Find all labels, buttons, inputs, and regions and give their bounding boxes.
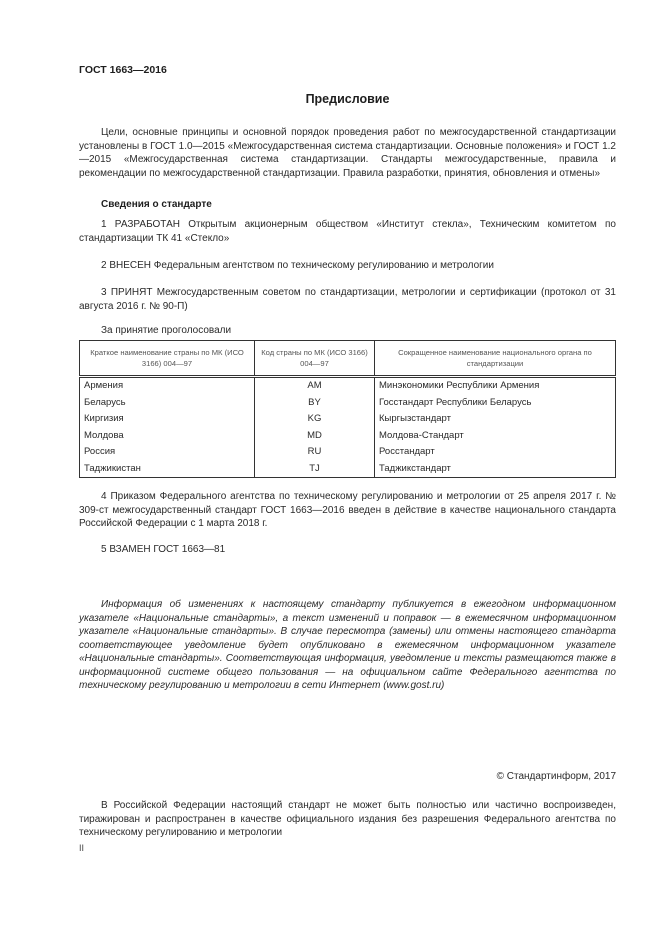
cell-body: Росстандарт [375, 444, 616, 461]
reproduction-notice: В Российской Федерации настоящий стандарт не может быть полностью или частично воспроизведен, тиражирован и распространен в качестве официального издания без разрешения Федерального агентства по техническому регулированию и метрологии [79, 800, 616, 838]
column-header-country: Краткое наименование страны по МК (ИСО 3166) 004—97 [80, 341, 255, 377]
amendments-notice: Информация об изменениях к настоящему стандарту публикуется в ежегодном информационном указателе «Национальные стандарты», а текст изменений и поправок — в ежемесячном информационном указателе «Национальные стандарты». В случае пересмотра (замены) или отмены настоящего стандарта соответствующее уведомление будет опубликовано в ежемесячном информационном указателе «Национальные стандарты». Соответствующая информация, уведомление и тексты размещаются также в информационной системе общего пользования — на официальном сайте Федерального агентства по техническому регулированию и метрологии в сети Интернет (www.gost.ru) [79, 599, 616, 691]
table-header-row [80, 341, 616, 377]
table-row [80, 428, 616, 445]
cell-country: Киргизия [80, 411, 255, 428]
cell-country: Молдова [80, 428, 255, 445]
cell-country: Россия [80, 444, 255, 461]
table-row [80, 461, 616, 478]
table-row [80, 411, 616, 428]
cell-code: TJ [255, 461, 375, 478]
column-header-code: Код страны по МК (ИСО 3166) 004—97 [255, 341, 375, 377]
about-item-developed: 1 РАЗРАБОТАН Открытым акционерным обществом «Институт стекла», Техническим комитетом по стандартизации ТК 41 «Стекло» [79, 219, 616, 244]
about-standard-heading: Сведения о стандарте [101, 199, 212, 210]
cell-code: RU [255, 444, 375, 461]
cell-body: Кыргызстандарт [375, 411, 616, 428]
cell-body: Таджикстандарт [375, 461, 616, 478]
cell-code: MD [255, 428, 375, 445]
preface-intro-paragraph: Цели, основные принципы и основной порядок проведения работ по межгосударственной стандартизации установлены в ГОСТ 1.0—2015 «Межгосударственная система стандартизации. Основные положения» и ГОСТ 1.2—2015 «Межгосударственная система стандартизации. Стандарты межгосударственные, правила и рекомендации по межгосударственной стандартизации. Правила разработки, принятия, обновления и отмены» [79, 127, 616, 179]
cell-body: Минэкономики Республики Армения [375, 377, 616, 395]
column-header-body: Сокращенное наименование национального органа по стандартизации [375, 341, 616, 377]
section-title-preface: Предисловие [305, 92, 390, 106]
voting-countries-table [79, 340, 616, 478]
about-item-adopted: 3 ПРИНЯТ Межгосударственным советом по стандартизации, метрологии и сертификации (протокол от 31 августа 2016 г. № 90-П) [79, 287, 616, 312]
cell-country: Армения [80, 377, 255, 395]
voted-label: За принятие проголосовали [101, 325, 232, 336]
table-row [80, 395, 616, 412]
cell-code: AM [255, 377, 375, 395]
about-item-submitted: 2 ВНЕСЕН Федеральным агентством по техническому регулированию и метрологии [101, 260, 494, 271]
about-item-enacted: 4 Приказом Федерального агентства по техническому регулированию и метрологии от 25 апреля 2017 г. № 309-ст межгосударственный стандарт ГОСТ 1663—2016 введен в действие в качестве национального стандарта Российской Федерации с 1 марта 2018 г. [79, 491, 616, 529]
table-row [80, 444, 616, 461]
table-row [80, 377, 616, 395]
cell-body: Госстандарт Республики Беларусь [375, 395, 616, 412]
cell-body: Молдова-Стандарт [375, 428, 616, 445]
cell-country: Беларусь [80, 395, 255, 412]
page-number: II [79, 843, 85, 853]
cell-code: BY [255, 395, 375, 412]
about-item-replaces: 5 ВЗАМЕН ГОСТ 1663—81 [101, 544, 226, 555]
document-code: ГОСТ 1663—2016 [79, 64, 167, 76]
copyright-notice: © Стандартинформ, 2017 [496, 771, 616, 782]
cell-country: Таджикистан [80, 461, 255, 478]
cell-code: KG [255, 411, 375, 428]
